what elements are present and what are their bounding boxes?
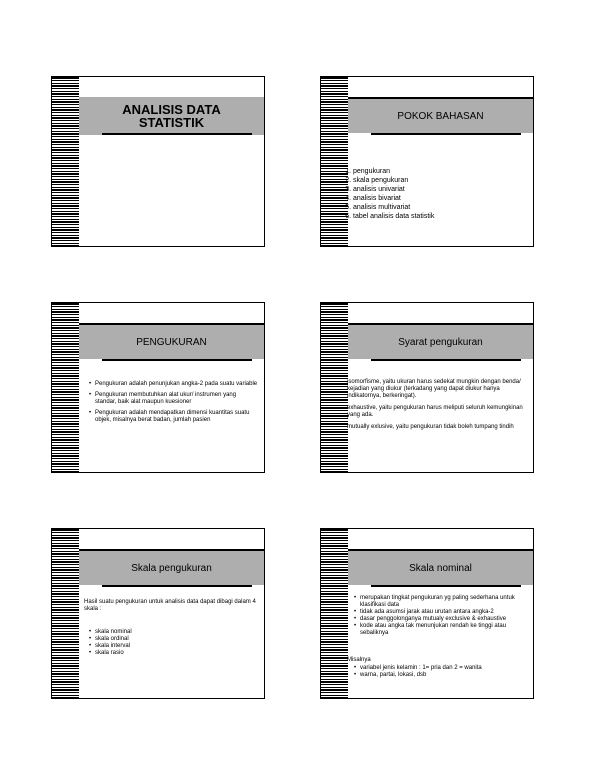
slide-2 [320, 76, 534, 247]
slide-title-bar [79, 325, 264, 359]
slide-6 [320, 528, 534, 699]
slide-1 [51, 76, 265, 247]
list-item: 1. pengukuran [353, 167, 527, 176]
bullet-list [86, 629, 258, 657]
list-item: • Pengukuran adalah mendapatkan dimensi kuantitas suatu objek, misalnya berat badan, jumlah pasien [95, 410, 258, 424]
list-item: • kode atau angka tak menunjukan rendah ke tinggi atau sebaliknya [360, 623, 527, 637]
slide-stripes [52, 77, 79, 246]
title-underline [371, 133, 521, 135]
slide-3 [51, 302, 265, 473]
title-underline [102, 133, 252, 135]
list-item: • variabel jenis kelamin : 1= pria dan 2 = wanita [360, 665, 527, 672]
list-item: • merupakan tingkat pengukuran yg paling sederhana untuk klasifikasi data [360, 595, 527, 609]
slide-5 [51, 528, 265, 699]
paragraph: isomorfisme, yaitu ukuran harus sedekat mungkin dengan benda/ kejadian yang diukur (terkadang yang dapat diukur hanya indikatornya, berkeringat). [347, 379, 521, 399]
slide-title: PENGUKURAN [136, 336, 207, 348]
slide-stripes [52, 529, 79, 698]
title-underline [371, 359, 521, 361]
example-list [351, 665, 527, 679]
slide-body [347, 379, 527, 436]
slide-stripes [321, 303, 348, 472]
list-item: 2. skala pengukuran [353, 176, 527, 185]
title-underline [102, 585, 252, 587]
list-item: • skala rasio [95, 650, 258, 657]
bullet-list [86, 381, 258, 424]
slide-4 [320, 302, 534, 473]
list-item: • skala nominal [95, 629, 258, 636]
list-item: 4. analisis bivariat [353, 194, 527, 203]
slide-title: Skala nominal [409, 562, 472, 574]
slide-title: Skala pengukuran [131, 562, 212, 574]
title-underline [371, 585, 521, 587]
list-item: 6. tabel analisis data statistik [353, 212, 527, 221]
example-label: Misalnya [347, 657, 371, 663]
slide-title-bar [79, 551, 264, 585]
list-item: • dasar penggolonganya mutualy exclusive & exhaustive [360, 616, 527, 623]
list-item: • Pengukuran membutuhkan alat ukur/ instrumen yang standar, baik alat maupun kuesioner [95, 392, 258, 406]
slide-title: POKOK BAHASAN [397, 110, 484, 122]
slide-title-bar [348, 325, 533, 359]
list-item: • Pengukuran adalah penunjukan angka-2 pada suatu variable [95, 381, 258, 388]
slide-title-bar [348, 99, 533, 133]
list-item: • warna, partai, lokasi, dsb [360, 672, 527, 679]
title-underline [102, 359, 252, 361]
list-item: • skala ordinal [95, 636, 258, 643]
paragraph: mutually exlusive, yaitu pengukuran tidak boleh tumpang tindih [347, 424, 514, 430]
list-item: 5. analisis multivariat [353, 203, 527, 212]
slide-stripes [52, 303, 79, 472]
list-item: 3. analisis univariat [353, 185, 527, 194]
slide-title-bar [348, 551, 533, 585]
topic-list [341, 167, 527, 221]
list-item: • tidak ada asumsi jarak atau urutan antara angka-2 [360, 609, 527, 616]
slide-stripes [321, 529, 348, 698]
list-item: • skala interval [95, 643, 258, 650]
slide-title-bar [79, 97, 264, 135]
slide-intro: Hasil suatu pengukuran untuk analisis data dapat dibagi dalam 4 skala : [84, 599, 256, 612]
bullet-list [351, 595, 527, 637]
slide-title: ANALISIS DATA STATISTIK [122, 102, 221, 130]
slide-title: Syarat pengukuran [398, 336, 483, 348]
paragraph: exhaustive, yaitu pengukuran harus meliputi seluruh kemungkinan yang ada. [347, 405, 523, 418]
